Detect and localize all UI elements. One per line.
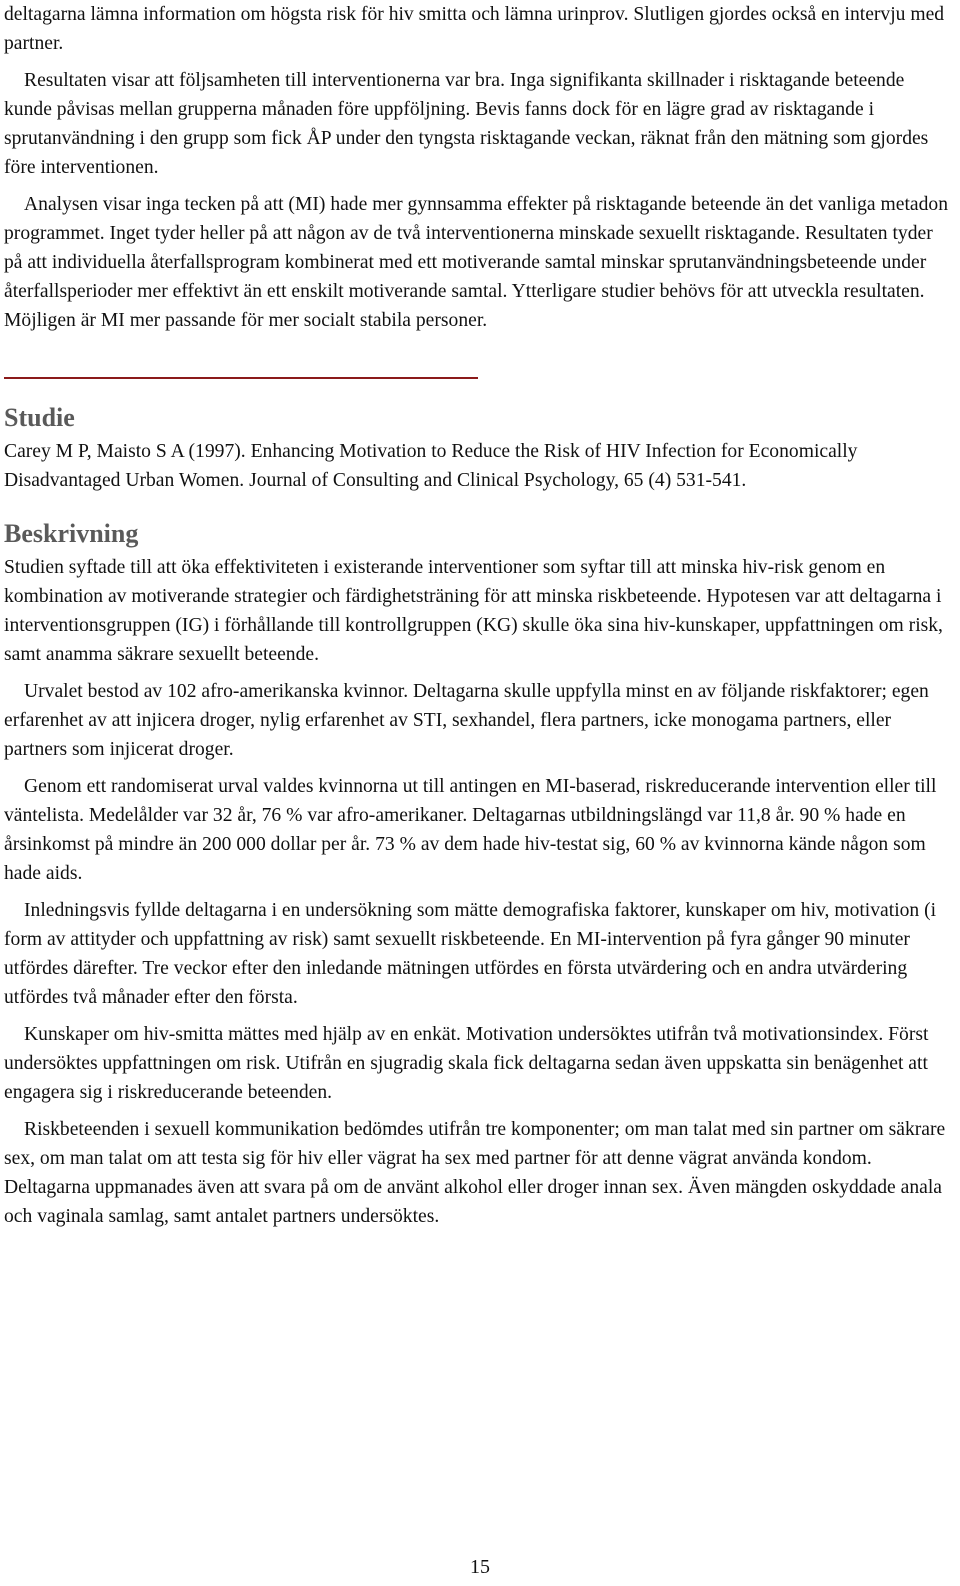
paragraph-measures: Kunskaper om hiv-smitta mättes med hjälp av en enkät. Motivation undersöktes utifrån två motivationsindex. Först undersöktes uppfattningen om risk. Utifrån en sjugradig skala fick deltagarna sedan även uppskatta sin benägenhet att engagera sig i riskreducerande beteenden. xyxy=(4,1024,929,1103)
page-number: 15 xyxy=(470,1556,490,1578)
paragraph-purpose: Studien syftade till att öka effektiviteten i existerande interventioner som syftar till att minska hiv-risk genom en kombination av motiverande strategier och färdighetsträning för att minska riskbeteende. Hypotesen var att deltagarna i interventionsgruppen (IG) i förhållande till kontrollgruppen (KG) skulle öka sina hiv-kunskaper, uppfattningen om risk, samt anamma säkrare sexuellt beteende. xyxy=(4,557,943,665)
paragraph-risk-behaviour: Riskbeteenden i sexuell kommunikation bedömdes utifrån tre komponenter; om man talat med sin partner om säkrare sex, om man talat om att testa sig för hiv eller vägrat ha sex med partner för att denne vägrat använda kondom. Deltagarna uppmanades även att svara på om de använt alkohol eller droger innan sex. Även mängden oskyddade anala och vaginala samlag, samt antalet partners undersöktes. xyxy=(4,1119,946,1227)
paragraph-results: Resultaten visar att följsamheten till interventionerna var bra. Inga signifikanta skillnader i risktagande beteende kunde påvisas mellan grupperna månaden före uppföljning. Bevis fanns dock för en lägre grad av risktagande i sprutanvändning i den grupp som fick ÅP under den tyngsta risktagande veckan, räknat från den mätning som gjordes före interventionen. xyxy=(4,70,929,178)
studie-citation: Carey M P, Maisto S A (1997). Enhancing Motivation to Reduce the Risk of HIV Infection for Economically Disadvantaged Urban Women. Journal of Consulting and Clinical Psychology, 65 (4) 531-541. xyxy=(4,441,858,491)
studie-heading: Studie xyxy=(4,403,75,432)
paragraph-intro-continued: deltagarna lämna information om högsta risk för hiv smitta och lämna urinprov. Slutligen gjordes också en intervju med partner. xyxy=(4,4,945,54)
paragraph-randomization: Genom ett randomiserat urval valdes kvinnorna ut till antingen en MI-baserad, riskreducerande intervention eller till väntelista. Medelålder var 32 år, 76 % var afro-amerikaner. Deltagarnas utbildningslängd var 11,8 år. 90 % hade en årsinkomst på mindre än 200 000 dollar per år. 73 % av dem hade hiv-testat sig, 60 % av kvinnorna kände någon som hade aids. xyxy=(4,776,937,884)
paragraph-analysis: Analysen visar inga tecken på att (MI) hade mer gynnsamma effekter på risktagande beteende än det vanliga metadon programmet. Inget tyder heller på att någon av de två interventionerna minskade sexuellt risktagande. Resultaten tyder på att individuella återfallsprogram kombinerat med ett motiverande samtal minskar sprutanvändningsbeteende under återfallsperioder mer effektivt än ett enskilt motiverande samtal. Ytterligare studier behövs för att utveckla resultaten. Möjligen är MI mer passande för mer socialt stabila personer. xyxy=(4,194,948,331)
document-page xyxy=(4,0,952,1231)
beskrivning-heading: Beskrivning xyxy=(4,519,139,548)
section-divider xyxy=(4,377,478,379)
paragraph-procedure: Inledningsvis fyllde deltagarna i en undersökning som mätte demografiska faktorer, kunskaper om hiv, motivation (i form av attityder och uppfattning av risk) samt sexuellt riskbeteende. En MI-intervention på fyra gånger 90 minuter utfördes därefter. Tre veckor efter den inledande mätningen utfördes en första utvärdering och en andra utvärdering utfördes två månader efter den första. xyxy=(4,900,937,1008)
paragraph-sample: Urvalet bestod av 102 afro-amerikanska kvinnor. Deltagarna skulle uppfylla minst en av följande riskfaktorer; egen erfarenhet av att injicera droger, nylig erfarenhet av STI, sexhandel, flera partners, icke monogama partners, eller partners som injicerat droger. xyxy=(4,681,929,760)
